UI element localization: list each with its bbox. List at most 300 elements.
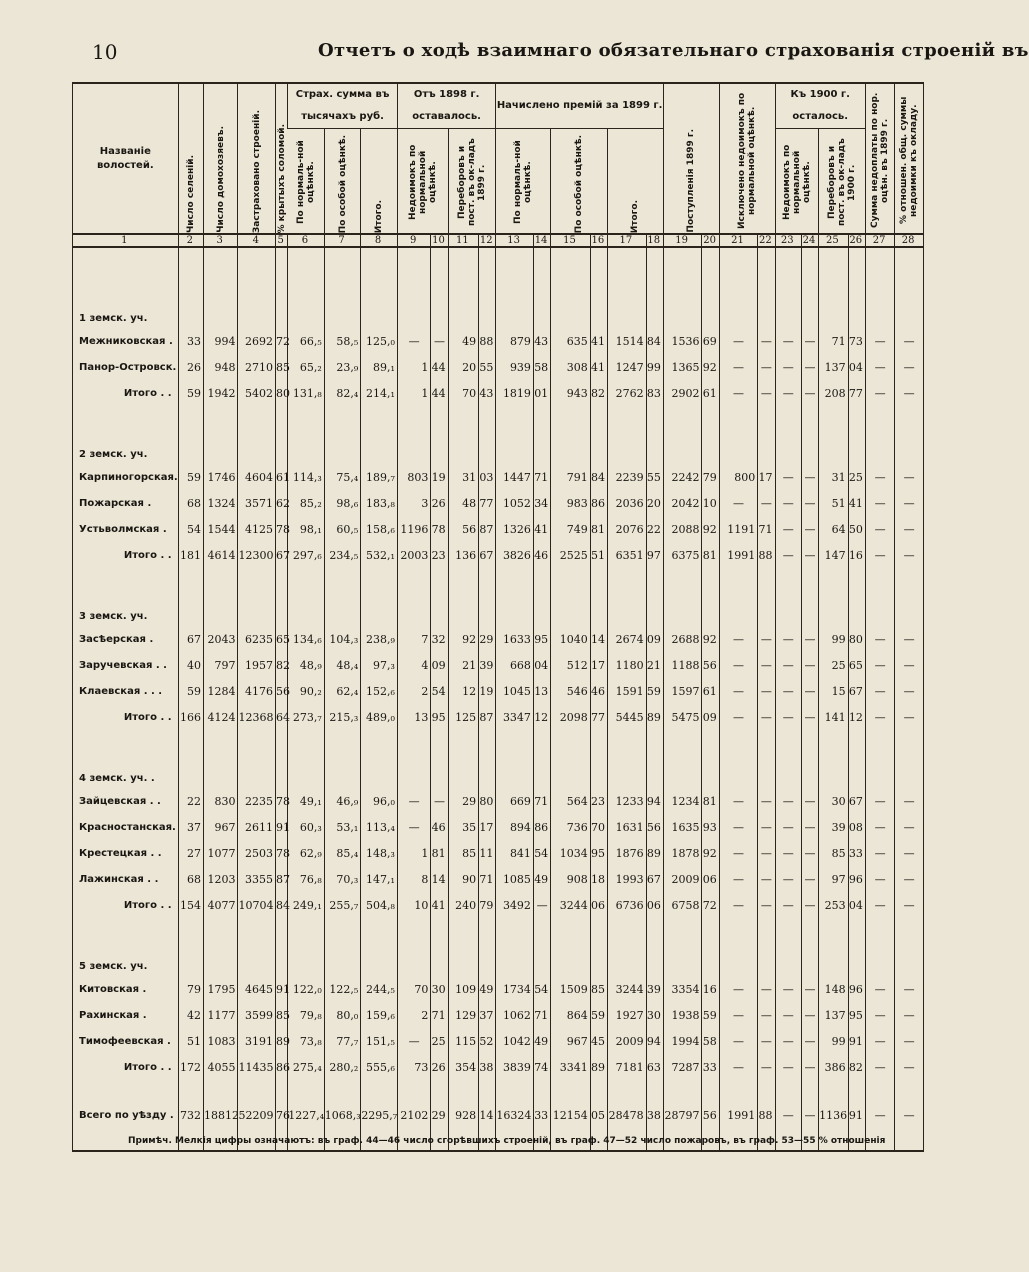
column-number: 16 bbox=[590, 234, 607, 247]
cell-value: 830 bbox=[203, 788, 238, 814]
cell-value: 60,₃ bbox=[288, 814, 325, 840]
cell-value: 1234 bbox=[663, 788, 702, 814]
cell-value: 87 bbox=[276, 866, 288, 892]
spacer-cell bbox=[775, 1080, 801, 1102]
cell-value: 37 bbox=[178, 814, 203, 840]
cell-value: 1544 bbox=[203, 516, 238, 542]
cell-value: 25 bbox=[431, 1028, 448, 1054]
cell-value: 114,₃ bbox=[288, 464, 325, 490]
header-selenii: Число селеній. bbox=[178, 83, 203, 234]
spacer-cell bbox=[448, 918, 478, 940]
spacer-cell bbox=[608, 590, 647, 626]
cell-value: 1734 bbox=[496, 976, 534, 1002]
cell-value: 17 bbox=[479, 814, 496, 840]
cell-value: 90 bbox=[448, 866, 478, 892]
cell-value: 1991 bbox=[719, 542, 758, 568]
cell-value: 49 bbox=[533, 1028, 550, 1054]
cell-value: 89 bbox=[646, 840, 663, 866]
cell-value: 147,₁ bbox=[361, 866, 398, 892]
cell-value: 91 bbox=[848, 1102, 865, 1128]
cell-value: 12154 bbox=[551, 1102, 591, 1128]
spacer-cell bbox=[590, 918, 607, 940]
cell-value: 98,₆ bbox=[324, 490, 361, 516]
cell-value: 72 bbox=[702, 892, 719, 918]
cell-value: 71 bbox=[533, 1002, 550, 1028]
cell-value: 253 bbox=[819, 892, 848, 918]
column-number: 21 bbox=[719, 234, 758, 247]
spacer-cell bbox=[238, 568, 276, 590]
spacer-cell bbox=[431, 1080, 448, 1102]
volost-row bbox=[73, 1002, 924, 1028]
spacer-cell bbox=[758, 590, 775, 626]
cell-value: 51 bbox=[178, 1028, 203, 1054]
cell-value: 85,₄ bbox=[324, 840, 361, 866]
row-label: Устьволмская . bbox=[79, 523, 167, 535]
cell-value: — bbox=[895, 678, 924, 704]
cell-value: 749 bbox=[551, 516, 591, 542]
cell-value: 87 bbox=[479, 704, 496, 730]
cell-value: 80 bbox=[479, 788, 496, 814]
spacer-cell bbox=[276, 940, 288, 976]
cell-value: 08 bbox=[848, 814, 865, 840]
row-label: Пожарская . bbox=[79, 497, 152, 509]
cell-value: 81 bbox=[702, 542, 719, 568]
cell-value: 64 bbox=[819, 516, 848, 542]
cell-value: — bbox=[719, 1002, 758, 1028]
spacer-cell bbox=[819, 428, 848, 464]
cell-value: — bbox=[895, 328, 924, 354]
cell-value: 61 bbox=[702, 678, 719, 704]
row-label: Китовская . bbox=[79, 983, 147, 995]
cell-value: 88 bbox=[479, 328, 496, 354]
spacer-cell bbox=[431, 247, 448, 292]
spacer-cell bbox=[276, 406, 288, 428]
cell-value: — bbox=[895, 542, 924, 568]
cell-value: — bbox=[801, 652, 818, 678]
spacer-cell bbox=[238, 428, 276, 464]
cell-value: 4645 bbox=[238, 976, 276, 1002]
cell-value: — bbox=[895, 464, 924, 490]
spacer-row bbox=[73, 918, 924, 940]
cell-value: 77,₇ bbox=[324, 1028, 361, 1054]
spacer-cell bbox=[288, 428, 325, 464]
spacer-cell bbox=[848, 730, 865, 752]
cell-value: — bbox=[865, 1102, 894, 1128]
spacer-cell bbox=[397, 292, 431, 328]
cell-value: 109 bbox=[448, 976, 478, 1002]
spacer-cell bbox=[801, 918, 818, 940]
spacer-cell bbox=[608, 568, 647, 590]
cell-value: 56 bbox=[702, 1102, 719, 1128]
cell-value: — bbox=[758, 380, 775, 406]
spacer-cell bbox=[608, 292, 647, 328]
cell-value: 3354 bbox=[663, 976, 702, 1002]
cell-value: 1514 bbox=[608, 328, 647, 354]
spacer-cell bbox=[865, 752, 894, 788]
cell-value: 154 bbox=[178, 892, 203, 918]
spacer-row bbox=[73, 406, 924, 428]
header-pct-solomoi: % крытыхъ соломой. bbox=[276, 83, 288, 234]
section-title: 5 земск. уч. bbox=[79, 961, 148, 972]
cell-value: 85 bbox=[590, 976, 607, 1002]
spacer-cell bbox=[448, 730, 478, 752]
column-number: 6 bbox=[288, 234, 325, 247]
cell-value: 38 bbox=[646, 1102, 663, 1128]
cell-value: — bbox=[895, 976, 924, 1002]
spacer-cell bbox=[448, 247, 478, 292]
cell-value: — bbox=[895, 866, 924, 892]
cell-value: 71 bbox=[533, 788, 550, 814]
column-number: 14 bbox=[533, 234, 550, 247]
spacer-cell bbox=[533, 247, 550, 292]
cell-value: 3571 bbox=[238, 490, 276, 516]
spacer-cell bbox=[551, 590, 591, 626]
spacer-cell bbox=[324, 940, 361, 976]
spacer-cell bbox=[496, 247, 534, 292]
cell-value: 27 bbox=[178, 840, 203, 866]
column-number: 4 bbox=[238, 234, 276, 247]
cell-value: 1083 bbox=[203, 1028, 238, 1054]
cell-value: — bbox=[865, 678, 894, 704]
cell-value: 3839 bbox=[496, 1054, 534, 1080]
spacer-cell bbox=[865, 247, 894, 292]
cell-value: — bbox=[758, 866, 775, 892]
cell-value: 70,₃ bbox=[324, 866, 361, 892]
cell-value: 7181 bbox=[608, 1054, 647, 1080]
spacer-cell bbox=[288, 590, 325, 626]
cell-value: — bbox=[719, 892, 758, 918]
cell-value: 59 bbox=[646, 678, 663, 704]
spacer-cell bbox=[608, 940, 647, 976]
cell-value: — bbox=[775, 1028, 801, 1054]
spacer-cell bbox=[758, 428, 775, 464]
cell-value: 61 bbox=[276, 464, 288, 490]
cell-value: 23,₉ bbox=[324, 354, 361, 380]
cell-value: 71 bbox=[479, 866, 496, 892]
cell-value: 3599 bbox=[238, 1002, 276, 1028]
cell-value: 70 bbox=[397, 976, 431, 1002]
cell-value: 2902 bbox=[663, 380, 702, 406]
cell-value: 21 bbox=[646, 652, 663, 678]
spacer-cell bbox=[758, 940, 775, 976]
cell-value: 4055 bbox=[203, 1054, 238, 1080]
cell-value: 41 bbox=[533, 516, 550, 542]
cell-value: 1052 bbox=[496, 490, 534, 516]
spacer-cell bbox=[533, 918, 550, 940]
cell-value: 76 bbox=[276, 1102, 288, 1128]
cell-value: 60,₅ bbox=[324, 516, 361, 542]
cell-value: 86 bbox=[533, 814, 550, 840]
spacer-cell bbox=[719, 292, 758, 328]
total-row bbox=[73, 542, 924, 568]
section-title-row bbox=[73, 752, 924, 788]
cell-value: 50 bbox=[848, 516, 865, 542]
spacer-cell bbox=[895, 940, 924, 976]
cell-value: 84 bbox=[646, 328, 663, 354]
spacer-cell bbox=[431, 568, 448, 590]
cell-value: 1991 bbox=[719, 1102, 758, 1128]
cell-value: 125,₀ bbox=[361, 328, 398, 354]
spacer-cell bbox=[608, 730, 647, 752]
cell-value: 215,₃ bbox=[324, 704, 361, 730]
cell-value: 78 bbox=[431, 516, 448, 542]
spacer-cell bbox=[663, 568, 702, 590]
spacer-cell bbox=[361, 292, 398, 328]
cell-value: 94 bbox=[646, 788, 663, 814]
cell-value: 39 bbox=[646, 976, 663, 1002]
cell-value: — bbox=[895, 626, 924, 652]
spacer-cell bbox=[203, 918, 238, 940]
cell-value: 49 bbox=[448, 328, 478, 354]
cell-value: 532,₁ bbox=[361, 542, 398, 568]
cell-value: 68 bbox=[178, 490, 203, 516]
spacer-cell bbox=[238, 590, 276, 626]
cell-value: — bbox=[775, 1002, 801, 1028]
spacer-cell bbox=[533, 568, 550, 590]
cell-value: 09 bbox=[702, 704, 719, 730]
cell-value: — bbox=[758, 1028, 775, 1054]
cell-value: 113,₄ bbox=[361, 814, 398, 840]
cell-value: 148,₃ bbox=[361, 840, 398, 866]
cell-value: 5475 bbox=[663, 704, 702, 730]
cell-value: — bbox=[397, 328, 431, 354]
cell-value: 1631 bbox=[608, 814, 647, 840]
cell-value: 26 bbox=[431, 1054, 448, 1080]
cell-value: 79 bbox=[702, 464, 719, 490]
cell-value: 189,₇ bbox=[361, 464, 398, 490]
spacer-cell bbox=[590, 730, 607, 752]
cell-value: 208 bbox=[819, 380, 848, 406]
cell-value: 56 bbox=[646, 814, 663, 840]
spacer-cell bbox=[479, 1080, 496, 1102]
cell-value: 1062 bbox=[496, 1002, 534, 1028]
spacer-row bbox=[73, 247, 924, 292]
spacer-cell bbox=[775, 590, 801, 626]
cell-value: 99 bbox=[646, 354, 663, 380]
cell-value: 82 bbox=[276, 652, 288, 678]
spacer-cell bbox=[775, 918, 801, 940]
spacer-cell bbox=[646, 247, 663, 292]
spacer-cell bbox=[178, 568, 203, 590]
spacer-cell bbox=[663, 247, 702, 292]
cell-value: 85 bbox=[276, 1002, 288, 1028]
cell-value: 10704 bbox=[238, 892, 276, 918]
cell-value: 79 bbox=[479, 892, 496, 918]
cell-value: 67 bbox=[479, 542, 496, 568]
cell-value: 943 bbox=[551, 380, 591, 406]
cell-value: 61 bbox=[702, 380, 719, 406]
spacer-cell bbox=[276, 918, 288, 940]
cell-value: 95 bbox=[590, 840, 607, 866]
spacer-cell bbox=[431, 292, 448, 328]
spacer-cell bbox=[361, 918, 398, 940]
cell-value: 65 bbox=[848, 652, 865, 678]
spacer-cell bbox=[702, 406, 719, 428]
header-strakh-osob: По особой оцѣнкѣ. bbox=[324, 129, 361, 235]
spacer-cell bbox=[646, 940, 663, 976]
spacer-cell bbox=[533, 590, 550, 626]
cell-value: — bbox=[865, 976, 894, 1002]
cell-value: 131,₈ bbox=[288, 380, 325, 406]
volost-row bbox=[73, 976, 924, 1002]
header-strakh-itogo: Итого. bbox=[361, 129, 398, 235]
cell-value: — bbox=[801, 814, 818, 840]
spacer-cell bbox=[288, 568, 325, 590]
cell-value: — bbox=[719, 788, 758, 814]
cell-value: 49,₁ bbox=[288, 788, 325, 814]
cell-value: 06 bbox=[702, 866, 719, 892]
cell-value: — bbox=[801, 354, 818, 380]
cell-value: 129 bbox=[448, 1002, 478, 1028]
cell-value: 273,₇ bbox=[288, 704, 325, 730]
spacer-cell bbox=[203, 406, 238, 428]
cell-value: 54 bbox=[533, 976, 550, 1002]
total-row bbox=[73, 380, 924, 406]
cell-value: 1247 bbox=[608, 354, 647, 380]
cell-value: 30 bbox=[431, 976, 448, 1002]
cell-value: 44 bbox=[431, 380, 448, 406]
cell-value: 54 bbox=[431, 678, 448, 704]
spacer-cell bbox=[663, 752, 702, 788]
cell-value: 2036 bbox=[608, 490, 647, 516]
cell-value: 141 bbox=[819, 704, 848, 730]
cell-value: 41 bbox=[431, 892, 448, 918]
cell-value: — bbox=[865, 840, 894, 866]
spacer-cell bbox=[895, 568, 924, 590]
header-pct-otnoshen: % отношен. общ. суммы недоимки къ окладу. bbox=[895, 83, 924, 234]
cell-value: 4614 bbox=[203, 542, 238, 568]
header-nach-itogo: Итого. bbox=[608, 129, 664, 235]
row-label: Всего по уѣзду . bbox=[79, 1109, 174, 1121]
spacer-cell bbox=[448, 568, 478, 590]
cell-value: — bbox=[801, 1102, 818, 1128]
cell-value: 1633 bbox=[496, 626, 534, 652]
cell-value: 4125 bbox=[238, 516, 276, 542]
spacer-cell bbox=[551, 247, 591, 292]
cell-value: 81 bbox=[431, 840, 448, 866]
cell-value: 54 bbox=[178, 516, 203, 542]
spacer-cell bbox=[479, 406, 496, 428]
cell-value: 967 bbox=[203, 814, 238, 840]
spacer-cell bbox=[663, 1080, 702, 1102]
spacer-cell bbox=[203, 730, 238, 752]
cell-value: — bbox=[801, 866, 818, 892]
spacer-cell bbox=[73, 1080, 179, 1102]
spacer-cell bbox=[397, 1080, 431, 1102]
spacer-cell bbox=[551, 428, 591, 464]
spacer-row bbox=[73, 568, 924, 590]
cell-value: 16 bbox=[848, 542, 865, 568]
spacer-cell bbox=[590, 247, 607, 292]
spacer-cell bbox=[479, 918, 496, 940]
cell-value: 136 bbox=[448, 542, 478, 568]
spacer-cell bbox=[73, 918, 179, 940]
spacer-cell bbox=[865, 940, 894, 976]
spacer-cell bbox=[324, 918, 361, 940]
spacer-cell bbox=[324, 428, 361, 464]
spacer-cell bbox=[496, 406, 534, 428]
cell-value: 18 bbox=[590, 866, 607, 892]
header-nach-norm: По нормаль-ной оцѣнкѣ. bbox=[496, 129, 551, 235]
spacer-cell bbox=[361, 568, 398, 590]
cell-value: 736 bbox=[551, 814, 591, 840]
column-number: 24 bbox=[801, 234, 818, 247]
cell-value: 1180 bbox=[608, 652, 647, 678]
spacer-cell bbox=[361, 428, 398, 464]
cell-value: — bbox=[775, 976, 801, 1002]
spacer-cell bbox=[551, 1080, 591, 1102]
cell-value: 894 bbox=[496, 814, 534, 840]
spacer-cell bbox=[203, 292, 238, 328]
cell-value: 31 bbox=[448, 464, 478, 490]
spacer-cell bbox=[324, 568, 361, 590]
cell-value: 6758 bbox=[663, 892, 702, 918]
spacer-cell bbox=[448, 590, 478, 626]
spacer-cell bbox=[775, 428, 801, 464]
cell-value: — bbox=[801, 1028, 818, 1054]
cell-value: 2674 bbox=[608, 626, 647, 652]
spacer-cell bbox=[324, 730, 361, 752]
spacer-cell bbox=[324, 247, 361, 292]
column-number: 7 bbox=[324, 234, 361, 247]
cell-value: 33 bbox=[848, 840, 865, 866]
cell-value: — bbox=[801, 704, 818, 730]
spacer-cell bbox=[719, 752, 758, 788]
cell-value: 49 bbox=[479, 976, 496, 1002]
spacer-cell bbox=[361, 1080, 398, 1102]
cell-value: 65,₂ bbox=[288, 354, 325, 380]
cell-value: 2710 bbox=[238, 354, 276, 380]
spacer-cell bbox=[496, 1080, 534, 1102]
cell-value: 1819 bbox=[496, 380, 534, 406]
volost-row bbox=[73, 516, 924, 542]
spacer-cell bbox=[608, 247, 647, 292]
cell-value: — bbox=[719, 652, 758, 678]
volost-row bbox=[73, 1028, 924, 1054]
cell-value: 137 bbox=[819, 354, 848, 380]
spacer-cell bbox=[324, 406, 361, 428]
grand-total-row bbox=[73, 1102, 924, 1128]
spacer-cell bbox=[431, 406, 448, 428]
row-label: Итого . . bbox=[123, 549, 172, 561]
spacer-cell bbox=[551, 940, 591, 976]
cell-value: 58,₅ bbox=[324, 328, 361, 354]
cell-value: 91 bbox=[848, 1028, 865, 1054]
cell-value: — bbox=[895, 704, 924, 730]
cell-value: 2102 bbox=[397, 1102, 431, 1128]
cell-value: 99 bbox=[819, 1028, 848, 1054]
spacer-cell bbox=[288, 918, 325, 940]
spacer-cell bbox=[801, 590, 818, 626]
cell-value: 46 bbox=[590, 678, 607, 704]
spacer-cell bbox=[496, 292, 534, 328]
cell-value: 96 bbox=[848, 866, 865, 892]
column-number: 28 bbox=[895, 234, 924, 247]
header-strakh-group: Страх. сумма въ тысячахъ руб. bbox=[288, 83, 398, 129]
cell-value: — bbox=[775, 788, 801, 814]
header-k1900-nedoimok: Недоимокъ по нормальной оцѣнкѣ. bbox=[775, 129, 819, 235]
spacer-cell bbox=[324, 292, 361, 328]
cell-value: 2042 bbox=[663, 490, 702, 516]
cell-value: 22 bbox=[646, 516, 663, 542]
cell-value: — bbox=[895, 652, 924, 678]
cell-value: 30 bbox=[819, 788, 848, 814]
cell-value: — bbox=[775, 704, 801, 730]
spacer-cell bbox=[324, 752, 361, 788]
cell-value: 54 bbox=[533, 840, 550, 866]
header-k1900-pereborov: Переборовъ и пост. въ ок-ладъ 1900 г. bbox=[819, 129, 866, 235]
cell-value: 1045 bbox=[496, 678, 534, 704]
